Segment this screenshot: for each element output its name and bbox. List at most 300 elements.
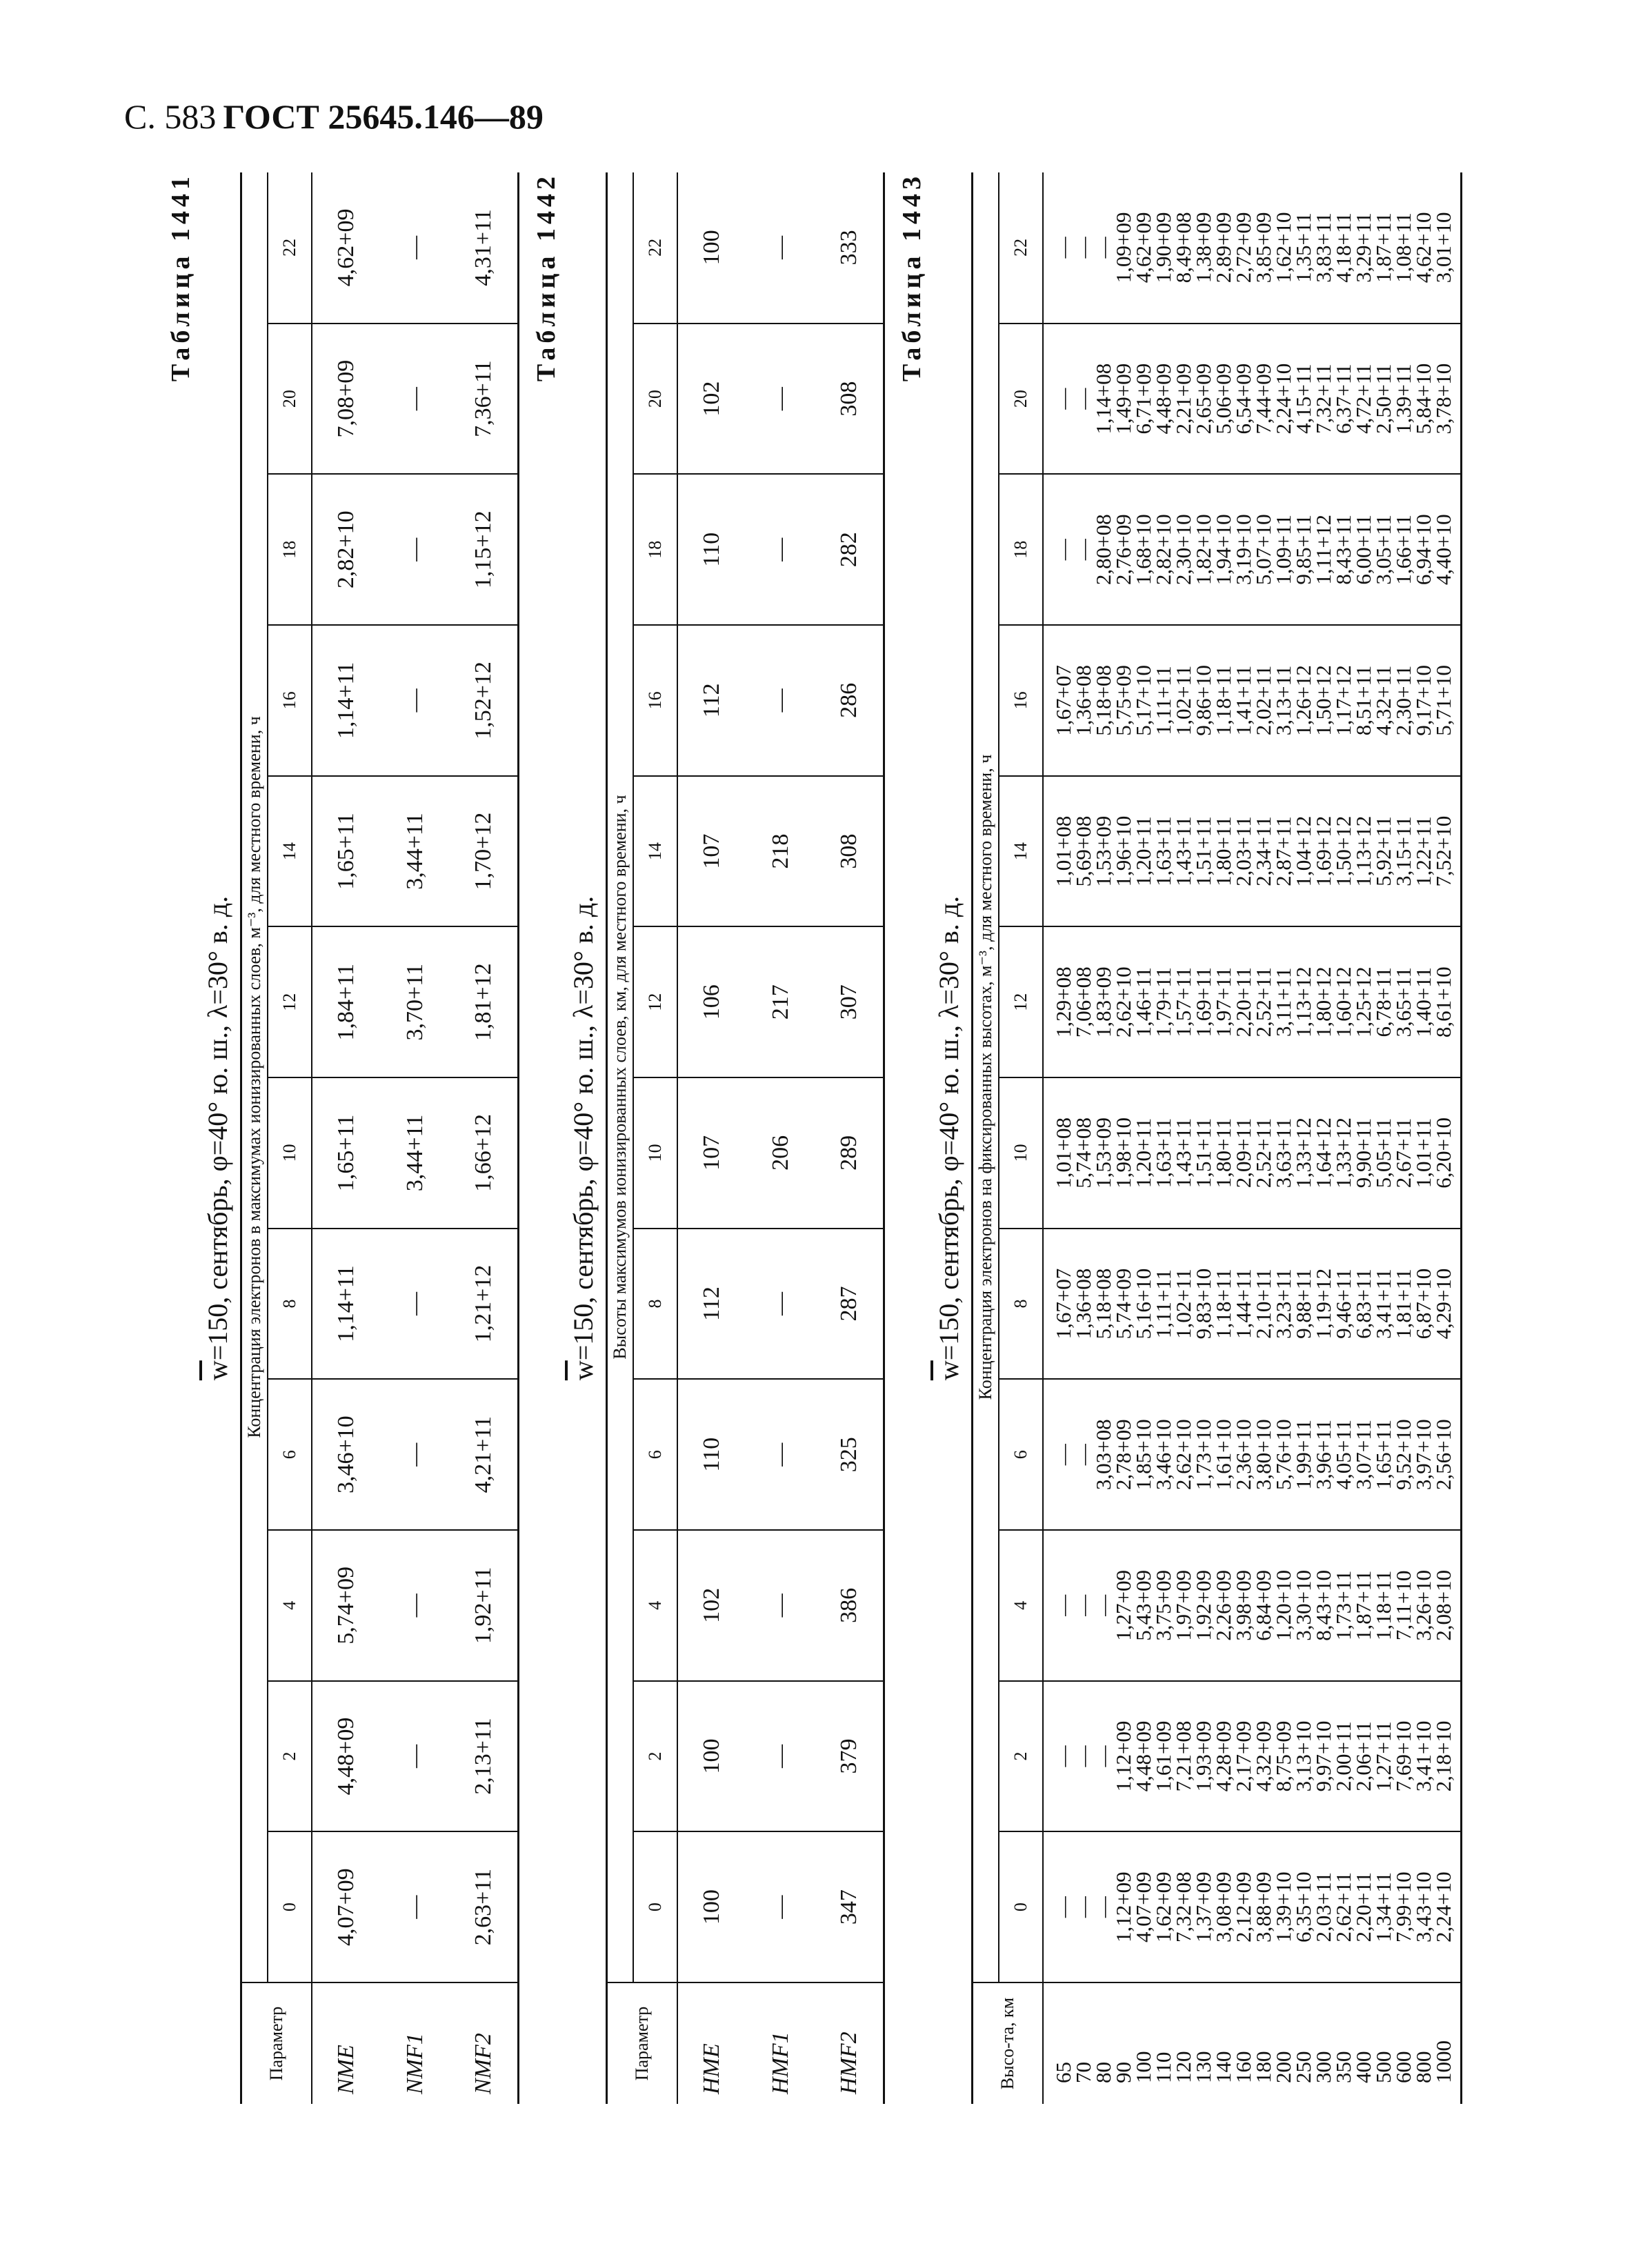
table-cell: 1,09+11 bbox=[1273, 474, 1293, 625]
table-cell: 4,32+11 bbox=[1373, 625, 1393, 776]
time-col-header: 8 bbox=[633, 1229, 677, 1380]
table-cell: 1,61+10 bbox=[1213, 1379, 1233, 1530]
table-cell: 7,11+10 bbox=[1393, 1530, 1413, 1681]
table-cell: — bbox=[746, 1831, 815, 1982]
table-cell: 5,75+09 bbox=[1113, 625, 1133, 776]
table-cell: 2,24+10 bbox=[1433, 1831, 1462, 1982]
table-row bbox=[815, 172, 884, 2104]
table-cell: — bbox=[1043, 1530, 1073, 1681]
table-cell: 4,07+09 bbox=[312, 1831, 381, 1982]
table-cell: 1,29+08 bbox=[1043, 926, 1073, 1077]
table-cell: — bbox=[746, 324, 815, 475]
table-cell: 386 bbox=[815, 1530, 884, 1681]
table-cell: 7,21+08 bbox=[1173, 1681, 1193, 1832]
table-cell: 1,18+11 bbox=[1213, 625, 1233, 776]
table-cell: — bbox=[1043, 1379, 1073, 1530]
table-cell: — bbox=[381, 172, 450, 324]
param-name: NMF2 bbox=[450, 1982, 519, 2104]
table-cell: 6,54+09 bbox=[1233, 324, 1253, 475]
time-col-header: 6 bbox=[268, 1379, 312, 1530]
table-row bbox=[1413, 172, 1433, 2104]
table-cell: — bbox=[746, 474, 815, 625]
table-cell: 1,69+11 bbox=[1193, 926, 1213, 1077]
table-cell: 2,82+10 bbox=[312, 474, 381, 625]
table-cell: 1,33+12 bbox=[1293, 1077, 1313, 1229]
table-cell: 217 bbox=[746, 926, 815, 1077]
table-cell: 1,09+09 bbox=[1113, 172, 1133, 324]
time-col-header: 2 bbox=[268, 1681, 312, 1832]
altitude-cell: 180 bbox=[1253, 1982, 1273, 2104]
table-cell: 110 bbox=[677, 1379, 746, 1530]
table-cell: 1,97+11 bbox=[1213, 926, 1233, 1077]
time-col-header: 22 bbox=[268, 172, 312, 324]
table-cell: 1,11+12 bbox=[1313, 474, 1333, 625]
table-cell: 3,03+08 bbox=[1093, 1379, 1113, 1530]
table-cell: 1,98+10 bbox=[1113, 1077, 1133, 1229]
table-cell: 3,88+09 bbox=[1253, 1831, 1273, 1982]
time-col-header: 12 bbox=[268, 926, 312, 1077]
table-cell: 1,25+12 bbox=[1353, 926, 1373, 1077]
time-col-header: 12 bbox=[633, 926, 677, 1077]
table-cell: — bbox=[1073, 1379, 1093, 1530]
altitude-cell: 1000 bbox=[1433, 1982, 1462, 2104]
table-cell: 1,20+11 bbox=[1133, 776, 1153, 927]
table-cell: 112 bbox=[677, 1229, 746, 1380]
table-cell: 1,46+11 bbox=[1133, 926, 1153, 1077]
table-cell: 3,08+09 bbox=[1213, 1831, 1233, 1982]
table-cell: 5,05+11 bbox=[1373, 1077, 1393, 1229]
table-cell: 1,79+11 bbox=[1153, 926, 1173, 1077]
altitude-cell: 600 bbox=[1393, 1982, 1413, 2104]
table-cell: 7,44+09 bbox=[1253, 324, 1273, 475]
table-cell: 7,32+11 bbox=[1313, 324, 1333, 475]
table-cell: 1,27+11 bbox=[1373, 1681, 1393, 1832]
table-cell: 5,74+08 bbox=[1073, 1077, 1093, 1229]
table-row bbox=[1173, 172, 1193, 2104]
table-cell: 3,98+09 bbox=[1233, 1530, 1253, 1681]
table-cell: 1,80+11 bbox=[1213, 776, 1233, 927]
table-cell: — bbox=[1093, 172, 1113, 324]
table-cell: 107 bbox=[677, 1077, 746, 1229]
table-cell: 1,73+10 bbox=[1193, 1379, 1213, 1530]
table-cell: 2,89+09 bbox=[1213, 172, 1233, 324]
table-cell: 1,01+08 bbox=[1043, 1077, 1073, 1229]
table-cell: — bbox=[1043, 474, 1073, 625]
table-cell: 2,30+10 bbox=[1173, 474, 1193, 625]
table-cell: 1,92+09 bbox=[1193, 1530, 1213, 1681]
table-cell: 4,18+11 bbox=[1333, 172, 1353, 324]
table-cell: — bbox=[746, 1229, 815, 1380]
time-col-header: 8 bbox=[999, 1229, 1043, 1380]
time-col-header: 0 bbox=[999, 1831, 1043, 1982]
table-cell: 1,14+08 bbox=[1093, 324, 1113, 475]
table-cell: — bbox=[746, 172, 815, 324]
table-cell: 1,52+12 bbox=[450, 625, 519, 776]
table-cell: 289 bbox=[815, 1077, 884, 1229]
table-cell: 6,78+11 bbox=[1373, 926, 1393, 1077]
altitude-cell: 350 bbox=[1333, 1982, 1353, 2104]
table-cell: 6,37+11 bbox=[1333, 324, 1353, 475]
table-cell: 5,69+08 bbox=[1073, 776, 1093, 927]
table-cell: 1,36+08 bbox=[1073, 625, 1093, 776]
table-cell: 5,18+08 bbox=[1093, 625, 1113, 776]
param-name: NME bbox=[312, 1982, 381, 2104]
table-cell: 8,75+09 bbox=[1273, 1681, 1293, 1832]
table-cell: — bbox=[1043, 1681, 1073, 1832]
table-cell: 1,37+09 bbox=[1193, 1831, 1213, 1982]
table-cell: 2,50+11 bbox=[1373, 324, 1393, 475]
table-cell: 1,14+11 bbox=[312, 625, 381, 776]
table-cell: 1,94+10 bbox=[1213, 474, 1233, 625]
table-cell: — bbox=[746, 1681, 815, 1832]
table-cell: 1,17+12 bbox=[1333, 625, 1353, 776]
table-cell: — bbox=[1043, 324, 1073, 475]
time-col-header: 4 bbox=[633, 1530, 677, 1681]
table-cell: 1,12+09 bbox=[1113, 1681, 1133, 1832]
table-cell: 1,20+11 bbox=[1133, 1077, 1153, 1229]
table-cell: 2,24+10 bbox=[1273, 324, 1293, 475]
table-cell: 3,85+09 bbox=[1253, 172, 1273, 324]
altitude-cell: 140 bbox=[1213, 1982, 1233, 2104]
table-row bbox=[1153, 172, 1173, 2104]
table-cell: 1,84+11 bbox=[312, 926, 381, 1077]
altitude-cell: 120 bbox=[1173, 1982, 1193, 2104]
altitude-cell: 80 bbox=[1093, 1982, 1113, 2104]
table-cell: 3,43+10 bbox=[1413, 1831, 1433, 1982]
table-cell: 1,96+10 bbox=[1113, 776, 1133, 927]
table-cell: 6,94+10 bbox=[1413, 474, 1433, 625]
table-cell: 3,75+09 bbox=[1153, 1530, 1173, 1681]
table-cell: 1,22+11 bbox=[1413, 776, 1433, 927]
table-cell: 5,71+10 bbox=[1433, 625, 1462, 776]
table-cell: — bbox=[1073, 172, 1093, 324]
title-symbol: $\overline{w}$ bbox=[568, 1360, 599, 1381]
table-cell: 4,29+10 bbox=[1433, 1229, 1462, 1380]
time-col-header: 10 bbox=[268, 1077, 312, 1229]
table-cell: 2,62+10 bbox=[1113, 926, 1133, 1077]
table-cell: 2,30+11 bbox=[1393, 625, 1413, 776]
table-body bbox=[312, 172, 519, 2104]
table-cell: 1,33+12 bbox=[1333, 1077, 1353, 1229]
table-cell: 2,65+09 bbox=[1193, 324, 1213, 475]
table-cell: 102 bbox=[677, 1530, 746, 1681]
table-cell: 4,72+11 bbox=[1353, 324, 1373, 475]
table-cell: 1,39+11 bbox=[1393, 324, 1413, 475]
table-cell: — bbox=[381, 1681, 450, 1832]
table-cell: 6,87+10 bbox=[1413, 1229, 1433, 1380]
altitude-cell: 200 bbox=[1273, 1982, 1293, 2104]
table-cell: 7,32+08 bbox=[1173, 1831, 1193, 1982]
table-cell: 3,26+10 bbox=[1413, 1530, 1433, 1681]
table-cell: 1,21+12 bbox=[450, 1229, 519, 1380]
table-cell: 1,64+12 bbox=[1313, 1077, 1333, 1229]
table-cell: — bbox=[746, 625, 815, 776]
table-cell: 3,30+10 bbox=[1293, 1530, 1313, 1681]
altitude-cell: 500 bbox=[1373, 1982, 1393, 2104]
table-cell: 2,76+09 bbox=[1113, 474, 1133, 625]
table-cell: 2,62+11 bbox=[1333, 1831, 1353, 1982]
table-cell: 1,04+12 bbox=[1293, 776, 1313, 927]
table-cell: 2,82+10 bbox=[1153, 474, 1173, 625]
table-cell: 7,52+10 bbox=[1433, 776, 1462, 927]
table-cell: 3,46+10 bbox=[312, 1379, 381, 1530]
time-header-row bbox=[633, 172, 677, 2104]
table-cell: 2,10+11 bbox=[1253, 1229, 1273, 1380]
time-col-header: 6 bbox=[633, 1379, 677, 1530]
table-cell: 3,97+10 bbox=[1413, 1379, 1433, 1530]
table-cell: 3,15+11 bbox=[1393, 776, 1413, 927]
table-cell: 3,63+11 bbox=[1273, 1077, 1293, 1229]
table-row bbox=[312, 172, 381, 2104]
table-cell: 9,85+11 bbox=[1293, 474, 1313, 625]
title-text: =150, сентябрь, φ=40° ю. ш., λ=30° в. д. bbox=[933, 895, 964, 1361]
table-cell: 1,83+09 bbox=[1093, 926, 1113, 1077]
rotated-content bbox=[166, 172, 1652, 2104]
table-cell: 6,83+11 bbox=[1353, 1229, 1373, 1380]
table-cell: — bbox=[381, 324, 450, 475]
time-col-header: 18 bbox=[633, 474, 677, 625]
altitude-cell: 800 bbox=[1413, 1982, 1433, 2104]
table-cell: 2,13+11 bbox=[450, 1681, 519, 1832]
table-1441 bbox=[240, 172, 519, 2104]
table-row bbox=[1253, 172, 1273, 2104]
time-col-header: 2 bbox=[633, 1681, 677, 1832]
table-cell: 8,43+11 bbox=[1333, 474, 1353, 625]
table-cell: 2,56+10 bbox=[1433, 1379, 1462, 1530]
time-col-header: 14 bbox=[999, 776, 1043, 927]
table-cell: 3,78+10 bbox=[1433, 324, 1462, 475]
time-col-header: 20 bbox=[268, 324, 312, 475]
table-cell: 4,15+11 bbox=[1293, 324, 1313, 475]
table-row bbox=[1233, 172, 1253, 2104]
table-cell: 4,62+10 bbox=[1413, 172, 1433, 324]
table-cell: 2,00+11 bbox=[1333, 1681, 1353, 1832]
table-cell: 2,08+10 bbox=[1433, 1530, 1462, 1681]
table-cell: 3,83+11 bbox=[1313, 172, 1333, 324]
table-cell: 1,14+11 bbox=[312, 1229, 381, 1380]
table-cell: 1,50+12 bbox=[1333, 776, 1353, 927]
table-cell: 4,62+09 bbox=[1133, 172, 1153, 324]
table-cell: 1,12+09 bbox=[1113, 1831, 1133, 1982]
table-cell: 1,99+11 bbox=[1293, 1379, 1313, 1530]
param-name: NMF1 bbox=[381, 1982, 450, 2104]
table-cell: 1,92+11 bbox=[450, 1530, 519, 1681]
table-cell: 1,70+12 bbox=[450, 776, 519, 927]
altitude-cell: 160 bbox=[1233, 1982, 1253, 2104]
table-cell: 379 bbox=[815, 1681, 884, 1832]
table-cell: 1,38+09 bbox=[1193, 172, 1213, 324]
table-cell: 7,06+08 bbox=[1073, 926, 1093, 1077]
table-cell: 3,44+11 bbox=[381, 776, 450, 927]
table-cell: 9,52+10 bbox=[1393, 1379, 1413, 1530]
param-header: Параметр bbox=[607, 1982, 677, 2104]
group-header: Высоты максимумов ионизированных слоев, км, для местного времени, ч bbox=[607, 172, 633, 1982]
table-cell: 1,65+11 bbox=[1373, 1379, 1393, 1530]
table-cell: 2,52+11 bbox=[1253, 926, 1273, 1077]
table-cell: 2,63+11 bbox=[450, 1831, 519, 1982]
table-cell: 6,84+09 bbox=[1253, 1530, 1273, 1681]
table-cell: 4,07+09 bbox=[1133, 1831, 1153, 1982]
table-caption: Таблица 1443 bbox=[897, 172, 926, 382]
table-row bbox=[1133, 172, 1153, 2104]
table-cell: 1,53+09 bbox=[1093, 1077, 1113, 1229]
table-cell: 4,48+09 bbox=[312, 1681, 381, 1832]
table-cell: 3,44+11 bbox=[381, 1077, 450, 1229]
table-cell: 1,27+09 bbox=[1113, 1530, 1133, 1681]
table-cell: 100 bbox=[677, 172, 746, 324]
time-col-header: 16 bbox=[633, 625, 677, 776]
table-cell: 7,08+09 bbox=[312, 324, 381, 475]
table-cell: 2,20+11 bbox=[1233, 926, 1253, 1077]
table-cell: 1,35+11 bbox=[1293, 172, 1313, 324]
table-cell: 100 bbox=[677, 1831, 746, 1982]
table-cell: 2,80+08 bbox=[1093, 474, 1113, 625]
table-cell: 1,63+11 bbox=[1153, 776, 1173, 927]
time-col-header: 10 bbox=[999, 1077, 1043, 1229]
table-cell: 3,80+10 bbox=[1253, 1379, 1273, 1530]
table-cell: 9,83+10 bbox=[1193, 1229, 1213, 1380]
table-cell: 1,67+07 bbox=[1043, 1229, 1073, 1380]
table-cell: 3,70+11 bbox=[381, 926, 450, 1077]
table-cell: 2,78+09 bbox=[1113, 1379, 1133, 1530]
table-cell: 5,76+10 bbox=[1273, 1379, 1293, 1530]
table-cell: 2,17+09 bbox=[1233, 1681, 1253, 1832]
table-cell: 4,05+11 bbox=[1333, 1379, 1353, 1530]
time-col-header: 22 bbox=[633, 172, 677, 324]
table-cell: 1,36+08 bbox=[1073, 1229, 1093, 1380]
time-col-header: 2 bbox=[999, 1681, 1043, 1832]
table-cell: 7,36+11 bbox=[450, 324, 519, 475]
table-cell: 2,18+10 bbox=[1433, 1681, 1462, 1832]
table-cell: 3,29+11 bbox=[1353, 172, 1373, 324]
altitude-cell: 130 bbox=[1193, 1982, 1213, 2104]
time-col-header: 4 bbox=[999, 1530, 1043, 1681]
table-body bbox=[1043, 172, 1462, 2104]
table-cell: 5,92+11 bbox=[1373, 776, 1393, 927]
table-row bbox=[1333, 172, 1353, 2104]
table-title bbox=[201, 172, 234, 2104]
table-cell: 5,74+09 bbox=[1113, 1229, 1133, 1380]
table-cell: 1,90+09 bbox=[1153, 172, 1173, 324]
table-cell: 1,66+11 bbox=[1393, 474, 1413, 625]
table-cell: 3,46+10 bbox=[1153, 1379, 1173, 1530]
time-col-header: 22 bbox=[999, 172, 1043, 324]
table-cell: 2,67+11 bbox=[1393, 1077, 1413, 1229]
table-row bbox=[1393, 172, 1413, 2104]
table-cell: — bbox=[746, 1530, 815, 1681]
table-cell: 107 bbox=[677, 776, 746, 927]
table-cell: 1,82+10 bbox=[1193, 474, 1213, 625]
table-row bbox=[450, 172, 519, 2104]
table-cell: 110 bbox=[677, 474, 746, 625]
param-header: Параметр bbox=[241, 1982, 312, 2104]
table-cell: 5,16+10 bbox=[1133, 1229, 1153, 1380]
table-caption: Таблица 1442 bbox=[532, 172, 561, 382]
table-row bbox=[1373, 172, 1393, 2104]
table-cell: 2,02+11 bbox=[1253, 625, 1273, 776]
time-col-header: 4 bbox=[268, 1530, 312, 1681]
table-cell: 1,85+10 bbox=[1133, 1379, 1153, 1530]
table-cell: 1,80+12 bbox=[1313, 926, 1333, 1077]
table-cell: 8,61+10 bbox=[1433, 926, 1462, 1077]
table-cell: 1,43+11 bbox=[1173, 1077, 1193, 1229]
time-col-header: 12 bbox=[999, 926, 1043, 1077]
table-cell: 333 bbox=[815, 172, 884, 324]
table-cell: 5,06+09 bbox=[1213, 324, 1233, 475]
altitude-cell: 70 bbox=[1073, 1982, 1093, 2104]
time-col-header: 20 bbox=[999, 324, 1043, 475]
time-col-header: 0 bbox=[268, 1831, 312, 1982]
table-cell: — bbox=[1073, 474, 1093, 625]
table-cell: 4,48+09 bbox=[1153, 324, 1173, 475]
table-cell: 5,84+10 bbox=[1413, 324, 1433, 475]
table-cell: 1,63+11 bbox=[1153, 1077, 1173, 1229]
table-cell: 1,93+09 bbox=[1193, 1681, 1213, 1832]
table-cell: 100 bbox=[677, 1681, 746, 1832]
table-cell: 1,80+11 bbox=[1213, 1077, 1233, 1229]
altitude-cell: 100 bbox=[1133, 1982, 1153, 2104]
table-1443 bbox=[971, 172, 1462, 2104]
time-col-header: 8 bbox=[268, 1229, 312, 1380]
table-cell: 1,73+11 bbox=[1333, 1530, 1353, 1681]
table-cell: 2,34+11 bbox=[1253, 776, 1273, 927]
table-cell: 1,65+11 bbox=[312, 1077, 381, 1229]
table-cell: 347 bbox=[815, 1831, 884, 1982]
title-text: =150, сентябрь, φ=40° ю. ш., λ=30° в. д. bbox=[202, 895, 233, 1361]
table-cell: 3,13+10 bbox=[1293, 1681, 1313, 1832]
table-cell: — bbox=[1093, 1681, 1113, 1832]
title-symbol: $\overline{w}$ bbox=[202, 1360, 233, 1381]
table-cell: 1,15+12 bbox=[450, 474, 519, 625]
table-cell: — bbox=[1073, 1681, 1093, 1832]
table-cell: 1,62+10 bbox=[1273, 172, 1293, 324]
page-number: С. 583 bbox=[124, 97, 217, 136]
table-cell: 2,06+11 bbox=[1353, 1681, 1373, 1832]
time-col-header: 10 bbox=[633, 1077, 677, 1229]
table-cell: 1,51+11 bbox=[1193, 1077, 1213, 1229]
table-cell: 206 bbox=[746, 1077, 815, 1229]
table-row bbox=[1433, 172, 1462, 2104]
table-cell: 3,07+11 bbox=[1353, 1379, 1373, 1530]
table-cell: 1,13+12 bbox=[1293, 926, 1313, 1077]
table-cell: 1,01+11 bbox=[1413, 1077, 1433, 1229]
table-cell: — bbox=[1073, 1530, 1093, 1681]
table-cell: 3,11+11 bbox=[1273, 926, 1293, 1077]
table-cell: — bbox=[1043, 172, 1073, 324]
table-cell: — bbox=[1093, 1530, 1113, 1681]
table-cell: 3,41+11 bbox=[1373, 1229, 1393, 1380]
time-col-header: 18 bbox=[999, 474, 1043, 625]
table-cell: 307 bbox=[815, 926, 884, 1077]
table-cell: 1,67+07 bbox=[1043, 625, 1073, 776]
table-cell: 4,32+09 bbox=[1253, 1681, 1273, 1832]
table-cell: 1,60+12 bbox=[1333, 926, 1353, 1077]
title-text: =150, сентябрь, φ=40° ю. ш., λ=30° в. д. bbox=[568, 895, 599, 1361]
param-name: HMF1 bbox=[746, 1982, 815, 2104]
table-cell: 112 bbox=[677, 625, 746, 776]
table-body bbox=[677, 172, 884, 2104]
table-cell: 282 bbox=[815, 474, 884, 625]
table-cell: 9,86+10 bbox=[1193, 625, 1213, 776]
table-cell: 5,43+09 bbox=[1133, 1530, 1153, 1681]
table-row bbox=[1113, 172, 1133, 2104]
table-cell: 1,11+11 bbox=[1153, 1229, 1173, 1380]
table-cell: — bbox=[381, 474, 450, 625]
time-col-header: 16 bbox=[999, 625, 1043, 776]
table-cell: 1,08+11 bbox=[1393, 172, 1413, 324]
table-cell: 1,81+12 bbox=[450, 926, 519, 1077]
table-cell: 1,50+12 bbox=[1313, 625, 1333, 776]
